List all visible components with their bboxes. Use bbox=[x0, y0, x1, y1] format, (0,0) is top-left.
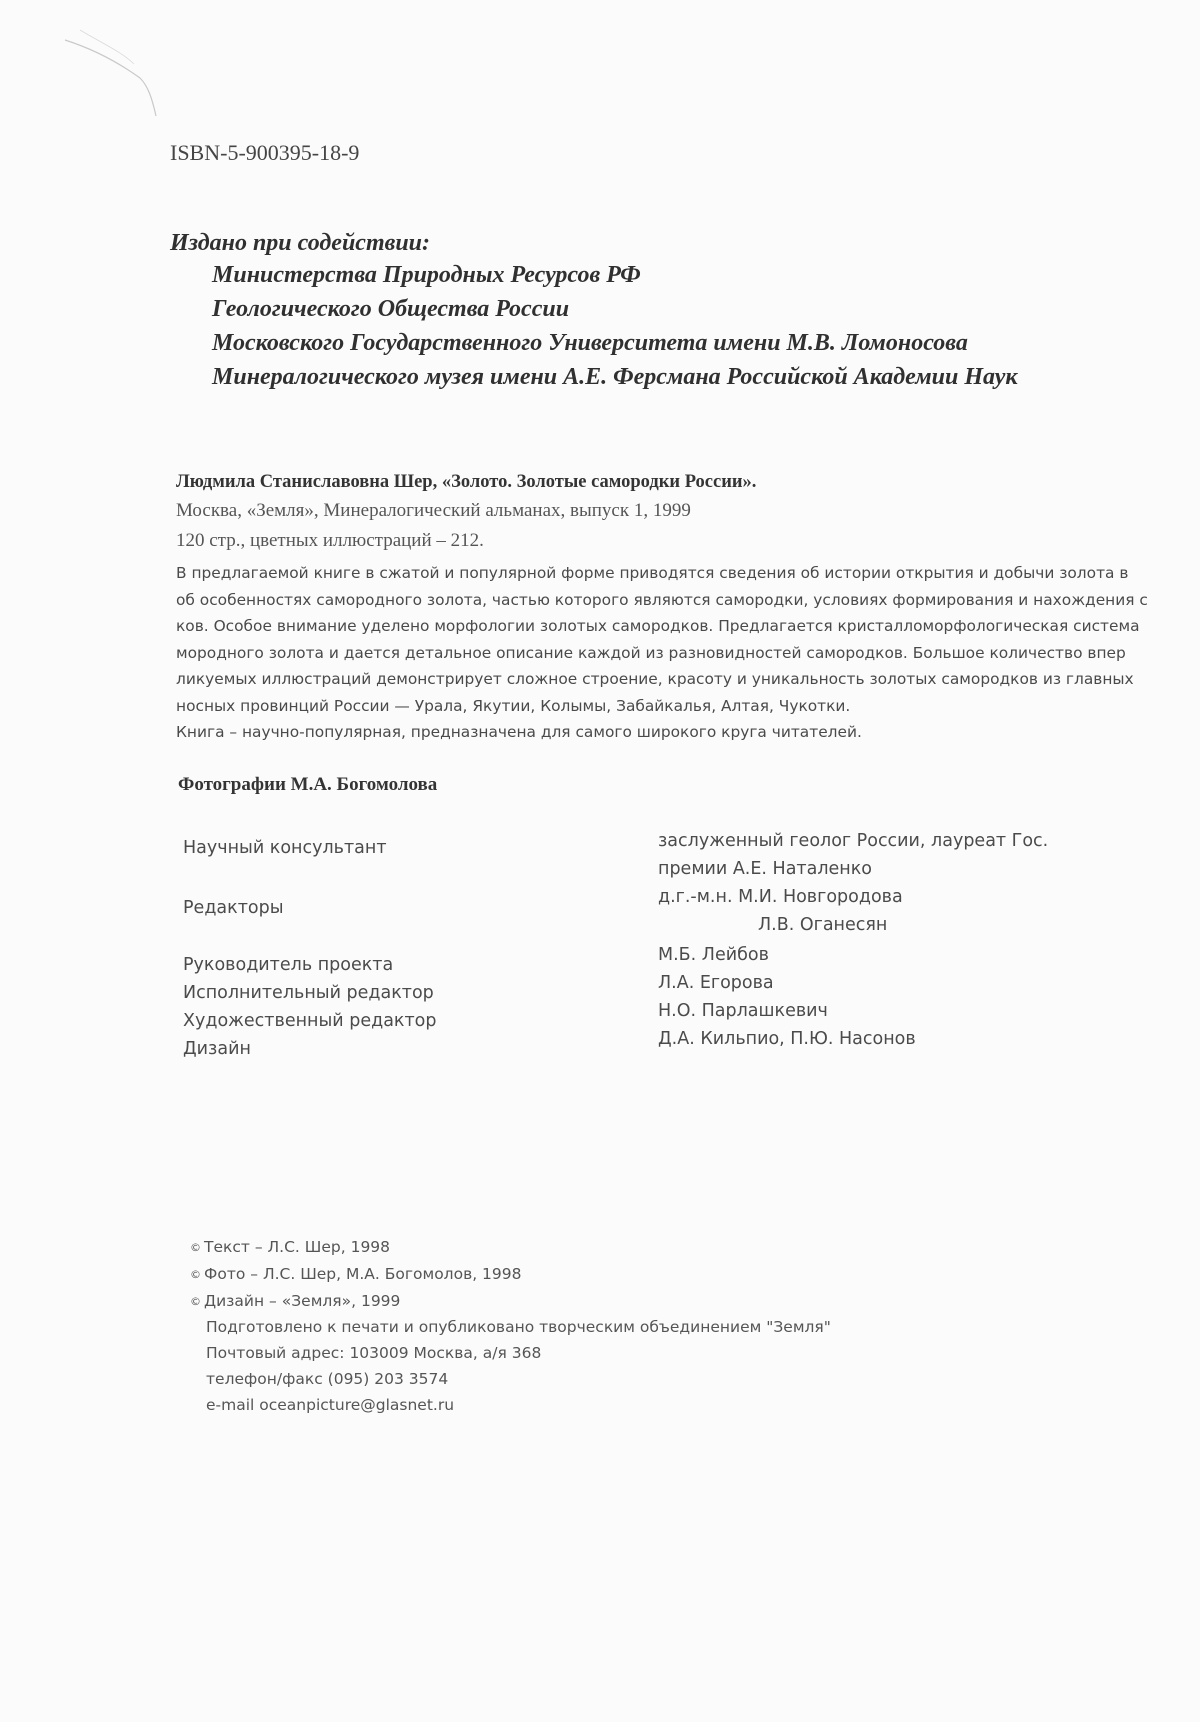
credit-name-editor: д.г.-м.н. М.И. Новгородова bbox=[658, 887, 903, 907]
book-description bbox=[176, 560, 1200, 746]
credit-name-art-editor: Н.О. Парлашкевич bbox=[658, 1001, 828, 1021]
publisher-note: Подготовлено к печати и опубликовано творческим объединением "Земля" bbox=[206, 1318, 831, 1336]
book-pages: 120 стр., цветных иллюстраций – 212. bbox=[176, 530, 484, 551]
support-org: Министерства Природных Ресурсов РФ bbox=[212, 262, 641, 288]
credit-role-consultant: Научный консультант bbox=[183, 838, 387, 858]
credit-name-editor: Л.В. Оганесян bbox=[758, 915, 888, 935]
description-line: ликуемых иллюстраций демонстрирует сложное строение, красоту и уникальность золотых самородков из главных bbox=[176, 670, 1134, 688]
support-org: Минералогического музея имени А.Е. Ферсмана Российской Академии Наук bbox=[212, 364, 1018, 390]
copyright-icon: © bbox=[190, 1268, 201, 1281]
credit-name-design: Д.А. Кильпио, П.Ю. Насонов bbox=[658, 1029, 916, 1049]
description-line: об особенностях самородного золота, частью которого являются самородки, условиях формирования и нахождения с bbox=[176, 590, 1148, 609]
credit-name-exec-editor: Л.А. Егорова bbox=[658, 973, 774, 993]
description-line: В предлагаемой книге в сжатой и популярной форме приводятся сведения об истории открытия и добычи золота в bbox=[176, 564, 1129, 582]
credit-role-exec-editor: Исполнительный редактор bbox=[183, 983, 434, 1003]
support-org: Геологического Общества России bbox=[212, 296, 570, 322]
description-line: ков. Особое внимание уделено морфологии золотых самородков. Предлагается кристалломорфологическая система bbox=[176, 617, 1140, 635]
publisher-phone: телефон/факс (095) 203 3574 bbox=[206, 1370, 449, 1388]
description-line: Книга – научно-популярная, предназначена для самого широкого круга читателей. bbox=[176, 723, 862, 741]
copyright-line bbox=[190, 1238, 390, 1256]
credit-role-design: Дизайн bbox=[183, 1039, 251, 1059]
support-org: Московского Государственного Университета имени М.В. Ломоносова bbox=[212, 330, 968, 356]
description-line: мородного золота и дается детальное описание каждой из разновидностей самородков. Большое количество впер bbox=[176, 643, 1126, 662]
copyright-icon: © bbox=[190, 1295, 201, 1308]
credit-role-editors: Редакторы bbox=[183, 898, 284, 918]
credit-name-project-lead: М.Б. Лейбов bbox=[658, 945, 769, 965]
support-heading: Издано при содействии: bbox=[170, 230, 431, 256]
credit-role-project-lead: Руководитель проекта bbox=[183, 955, 394, 975]
isbn: ISBN-5-900395-18-9 bbox=[170, 140, 360, 165]
credit-name-consultant: заслуженный геолог России, лауреат Гос. bbox=[658, 831, 1049, 851]
credit-name-consultant: премии А.Е. Наталенко bbox=[658, 859, 873, 879]
copyright-line bbox=[190, 1265, 522, 1283]
copyright-text: Текст – Л.С. Шер, 1998 bbox=[204, 1238, 391, 1256]
copyright-icon: © bbox=[190, 1241, 201, 1254]
credit-role-art-editor: Художественный редактор bbox=[183, 1011, 437, 1031]
copyright-text: Дизайн – «Земля», 1999 bbox=[204, 1292, 401, 1310]
paper-crease bbox=[60, 20, 180, 130]
description-line: носных провинций России — Урала, Якутии, Колымы, Забайкалья, Алтая, Чукотки. bbox=[176, 696, 851, 715]
publisher-address: Почтовый адрес: 103009 Москва, а/я 368 bbox=[206, 1344, 542, 1362]
copyright-text: Фото – Л.С. Шер, М.А. Богомолов, 1998 bbox=[204, 1265, 522, 1283]
publisher-email: e-mail oceanpicture@glasnet.ru bbox=[206, 1396, 455, 1414]
copyright-line bbox=[190, 1292, 400, 1310]
photos-credit: Фотографии М.А. Богомолова bbox=[178, 774, 438, 795]
book-title: Людмила Станиславовна Шер, «Золото. Золотые самородки России». bbox=[176, 472, 757, 492]
book-publication: Москва, «Земля», Минералогический альманах, выпуск 1, 1999 bbox=[176, 500, 691, 521]
